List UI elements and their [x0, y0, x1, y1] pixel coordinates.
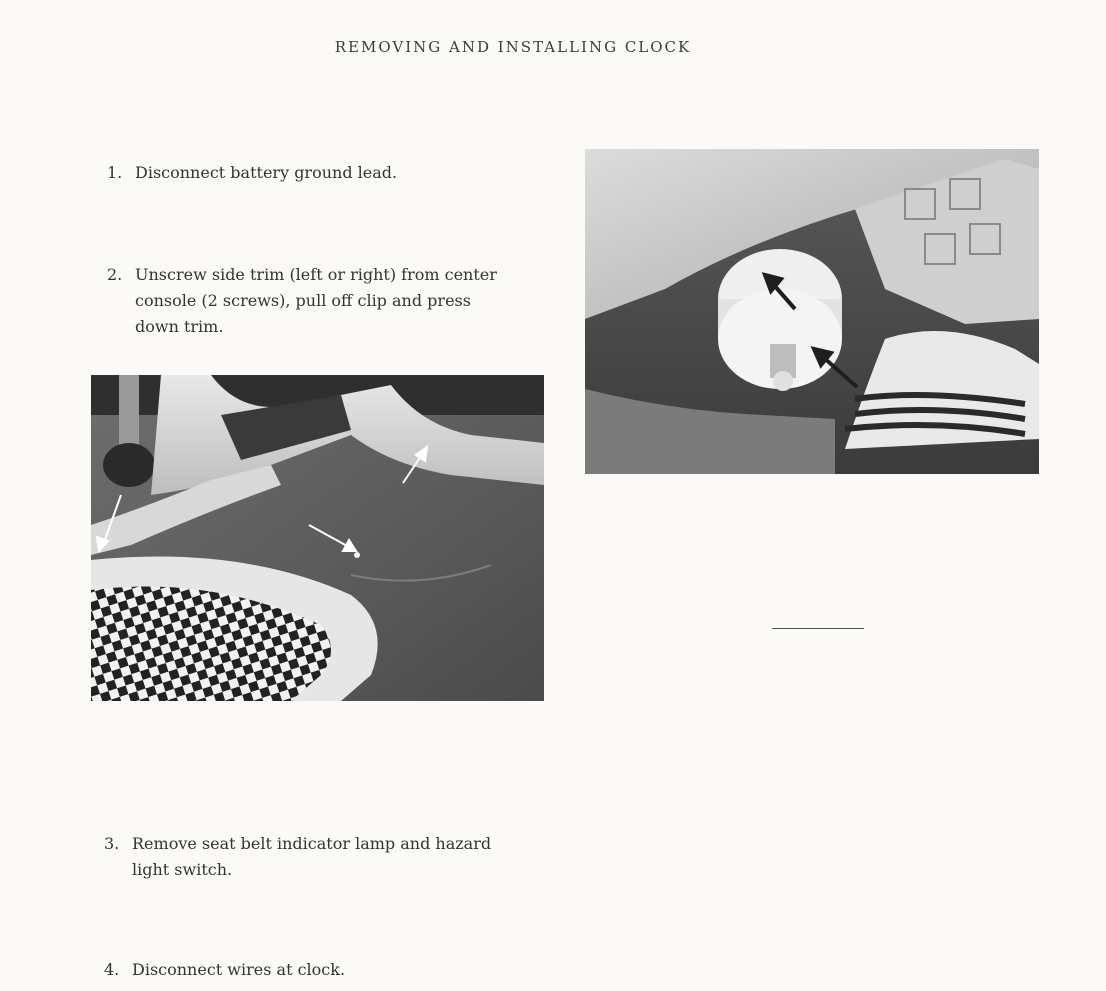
step-text: Unscrew side trim (left or right) from center [135, 265, 497, 284]
step-text: Disconnect battery ground lead. [135, 163, 398, 182]
step-number: 1. [107, 163, 123, 182]
step-text: light switch. [132, 860, 233, 879]
console-trim-photo [91, 375, 544, 701]
step-number: 2. [107, 265, 123, 284]
step-number: 4. [104, 960, 120, 979]
photo-center-console-side-trim-icon [91, 375, 544, 701]
step-3 [104, 831, 491, 883]
step-text: Disconnect wires at clock. [132, 960, 346, 979]
step-text: Remove seat belt indicator lamp and hazard [132, 834, 492, 853]
step-text: console (2 screws), pull off clip and press [135, 291, 471, 310]
step-2 [107, 262, 497, 340]
step-number: 3. [104, 834, 120, 853]
page-title: REMOVING AND INSTALLING CLOCK [334, 38, 692, 56]
clock-wiring-photo [585, 149, 1039, 474]
separator-rule [772, 628, 864, 629]
photo-clock-removal-icon [585, 149, 1039, 474]
step-4 [104, 957, 345, 983]
step-1 [107, 160, 397, 186]
step-text: down trim. [135, 317, 224, 336]
